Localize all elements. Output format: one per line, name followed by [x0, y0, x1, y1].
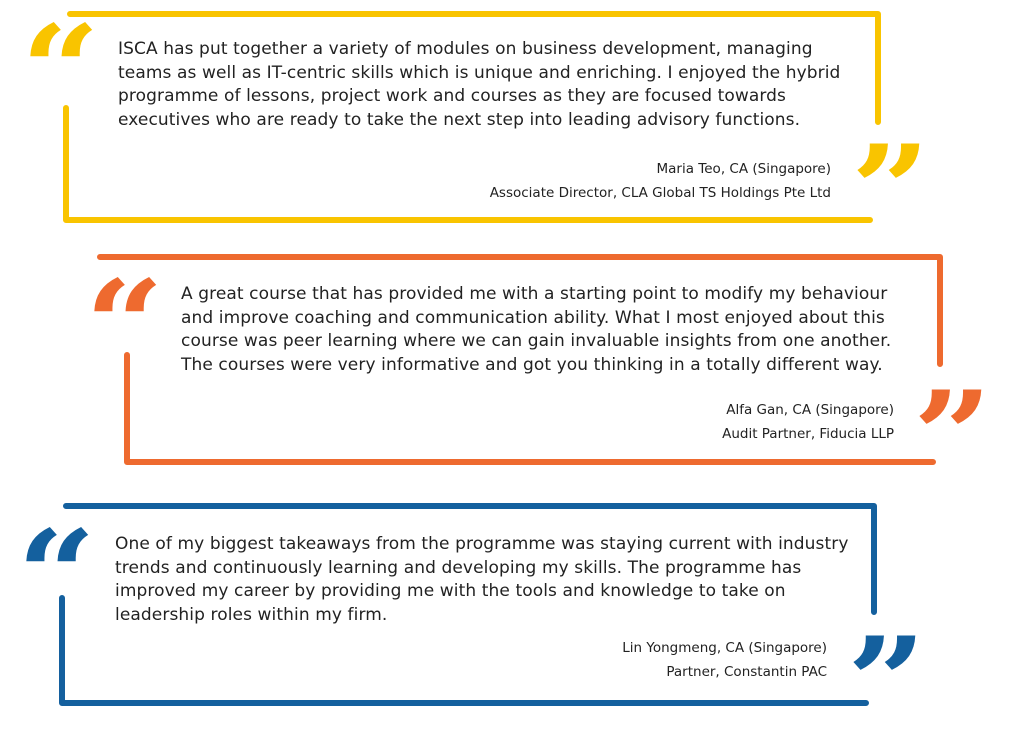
testimonial-quote: A great course that has provided me with a starting point to modify my behaviour and improve coaching and communication ability. What I most enjoyed about this course was peer learning where we can gain invaluable insights from one another. The courses were very informative and got you thinking in a totally different way. — [181, 284, 892, 375]
author-name: Alfa Gan, CA (Singapore) — [726, 402, 894, 418]
testimonial-quote: ISCA has put together a variety of modules on business development, managing teams as well as IT-centric skills which is unique and enriching. I enjoyed the hybrid programme of lessons, project work and courses as they are focused towards executives who are ready to take the next step into leading advisory functions. — [118, 39, 841, 130]
testimonial-quote: One of my biggest takeaways from the programme was staying current with industry trends and continuously learning and developing my skills. The programme has improved my career by providing me with the tools and knowledge to take on leadership roles within my firm. — [115, 534, 849, 625]
open-quote-icon: “ — [20, 0, 101, 140]
author-name: Maria Teo, CA (Singapore) — [656, 161, 831, 177]
author-title: Associate Director, CLA Global TS Holdings Pte Ltd — [489, 185, 831, 201]
author-title: Partner, Constantin PAC — [666, 664, 827, 680]
close-quote-icon: ” — [846, 611, 927, 752]
open-quote-icon: “ — [16, 504, 97, 645]
author-name: Lin Yongmeng, CA (Singapore) — [622, 640, 827, 656]
close-quote-icon: ” — [912, 365, 993, 506]
close-quote-icon: ” — [850, 119, 931, 260]
open-quote-icon: “ — [84, 254, 165, 395]
testimonial-author — [622, 636, 827, 684]
author-title: Audit Partner, Fiducia LLP — [722, 426, 894, 442]
